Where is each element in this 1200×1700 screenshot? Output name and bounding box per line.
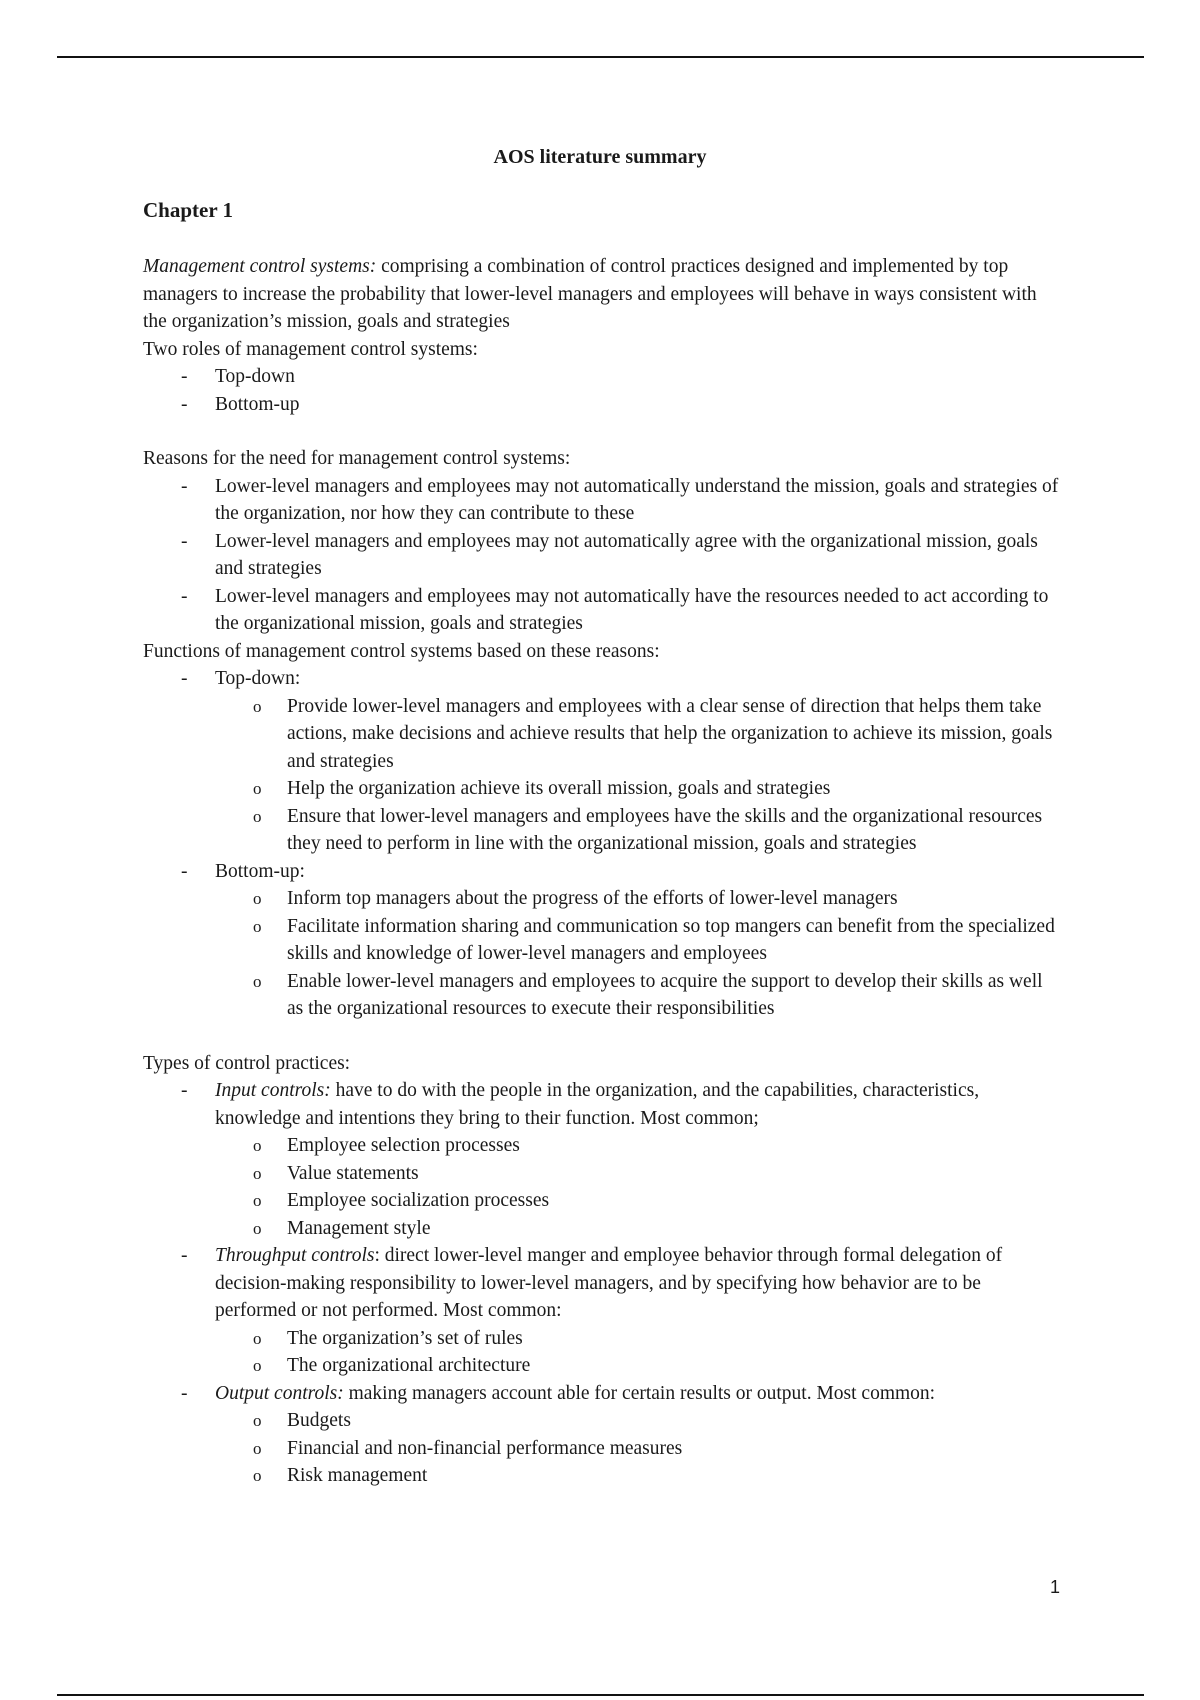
header-rule — [57, 56, 1144, 58]
definition-term: Management control systems: — [143, 256, 377, 277]
list-item: o The organizational architecture — [143, 1352, 1063, 1380]
roles-list — [143, 363, 1063, 418]
list-item: o Budgets — [143, 1407, 1063, 1435]
page-title: AOS literature summary — [493, 146, 707, 168]
list-item: - Bottom-up — [143, 391, 1063, 419]
list-item: o Inform top managers about the progress of the efforts of lower-level managers — [143, 885, 1063, 913]
dash-marker: - — [181, 366, 188, 387]
types-intro: Types of control practices: — [143, 1052, 351, 1074]
list-item: o Help the organization achieve its overall mission, goals and strategies — [143, 775, 1063, 803]
list-item: - Lower-level managers and employees may not automatically agree with the organizational mission, goals and strategies — [143, 528, 1063, 583]
chapter-heading: Chapter 1 — [143, 198, 234, 222]
list-item: o Employee socialization processes — [143, 1187, 1063, 1215]
definition-text: comprising a combination of control practices designed and implemented by top managers to increase the probability that lower-level managers and employees will behave in ways consistent with the organization’s mission, goals and strategies — [143, 256, 1037, 332]
dash-marker: - — [181, 1080, 188, 1101]
roles-intro: Two roles of management control systems: — [143, 338, 478, 360]
circle-marker: o — [253, 916, 262, 936]
list-item: - Input controls: have to do with the people in the organization, and the capabilities, characteristics, knowledge and intentions they bring to their function. Most common; — [143, 1077, 1063, 1132]
bottom-up-functions-list — [143, 885, 1063, 1023]
list-item: o Employee selection processes — [143, 1132, 1063, 1160]
top-down-functions-list — [143, 693, 1063, 858]
throughput-controls-list — [143, 1325, 1063, 1380]
circle-marker: o — [253, 779, 262, 798]
list-item: o Risk management — [143, 1462, 1063, 1490]
type-term: Input controls: — [215, 1080, 331, 1101]
list-item: o Provide lower-level managers and employees with a clear sense of direction that helps them take actions, make decisions and achieve results that help the organization to achieve its mission, goals and strategies — [143, 693, 1063, 776]
dash-marker: - — [181, 1382, 188, 1404]
circle-marker: o — [253, 696, 262, 716]
footer-rule — [57, 1694, 1144, 1696]
dash-marker: - — [181, 585, 188, 607]
reasons-intro: Reasons for the need for management control systems: — [143, 448, 571, 469]
page-number: 1 — [1049, 1577, 1060, 1597]
circle-marker: o — [253, 889, 262, 908]
function-label: Bottom-up: — [215, 860, 305, 882]
circle-marker: o — [253, 806, 262, 826]
circle-marker: o — [253, 1191, 262, 1210]
types-list-throughput — [143, 1242, 1063, 1325]
list-item: o Ensure that lower-level managers and employees have the skills and the organizational resources they need to perform in line with the organizational mission, goals and strategies — [143, 803, 1063, 858]
definition-paragraph — [143, 253, 1063, 336]
functions-list — [143, 665, 1063, 693]
function-label: Top-down: — [215, 668, 301, 689]
dash-marker: - — [181, 1245, 188, 1266]
dash-marker: - — [181, 393, 188, 415]
type-term: Output controls: — [215, 1382, 344, 1404]
circle-marker: o — [253, 1218, 262, 1238]
input-controls-list — [143, 1132, 1063, 1242]
output-controls-list — [143, 1407, 1063, 1490]
list-item: o The organization’s set of rules — [143, 1325, 1063, 1353]
list-item: - Lower-level managers and employees may not automatically have the resources needed to act according to the organizational mission, goals and strategies — [143, 583, 1063, 638]
list-item: o Value statements — [143, 1160, 1063, 1188]
circle-marker: o — [253, 1356, 262, 1375]
list-item: - Lower-level managers and employees may not automatically understand the mission, goals and strategies of the organization, nor how they can contribute to these — [143, 473, 1063, 528]
list-item: - Output controls: making managers account able for certain results or output. Most common: — [143, 1380, 1063, 1408]
list-item: o Enable lower-level managers and employees to acquire the support to develop their skills as well as the organizational resources to execute their responsibilities — [143, 968, 1063, 1023]
circle-marker: o — [253, 1466, 262, 1485]
circle-marker: o — [253, 1411, 262, 1430]
functions-list-2 — [143, 858, 1063, 886]
list-item: o Financial and non-financial performance measures — [143, 1435, 1063, 1463]
dash-marker: - — [181, 475, 188, 497]
type-term: Throughput controls — [215, 1245, 375, 1266]
circle-marker: o — [253, 1163, 262, 1183]
circle-marker: o — [253, 1328, 262, 1348]
list-item — [143, 858, 1063, 886]
circle-marker: o — [253, 971, 262, 991]
functions-intro: Functions of management control systems based on these reasons: — [143, 640, 660, 662]
list-item: o Management style — [143, 1215, 1063, 1243]
reasons-list — [143, 473, 1063, 638]
list-item: - Throughput controls: direct lower-level manger and employee behavior through formal delegation of decision-making responsibility to lower-level managers, and by specifying how behavior are to be performed or not performed. Most common: — [143, 1242, 1063, 1325]
circle-marker: o — [253, 1136, 262, 1155]
list-item: o Facilitate information sharing and communication so top mangers can benefit from the specialized skills and knowledge of lower-level managers and employees — [143, 913, 1063, 968]
types-list-output — [143, 1380, 1063, 1408]
list-item: - Top-down — [143, 363, 1063, 391]
document-body — [143, 253, 1063, 1490]
dash-marker: - — [181, 860, 188, 882]
circle-marker: o — [253, 1438, 262, 1458]
dash-marker: - — [181, 668, 188, 689]
types-list-input — [143, 1077, 1063, 1132]
list-item — [143, 665, 1063, 693]
dash-marker: - — [181, 530, 188, 552]
